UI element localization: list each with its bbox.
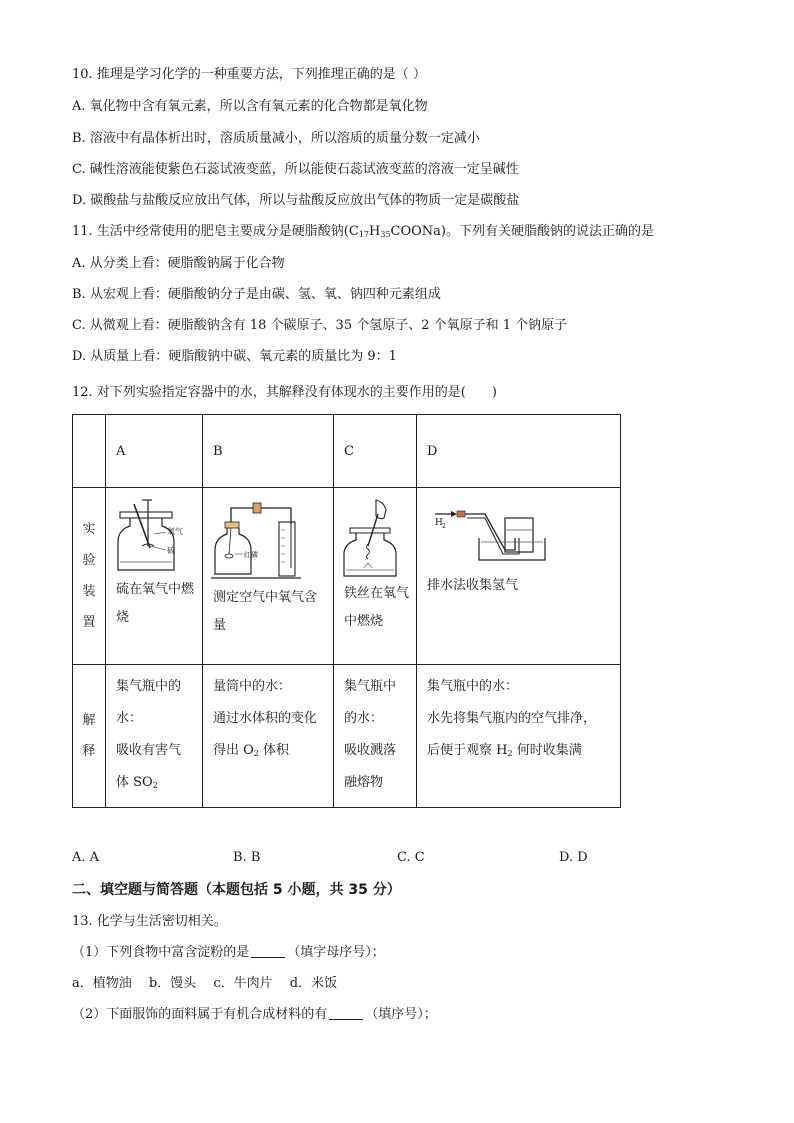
explanation-d: 集气瓶中的水： 水先将集气瓶内的空气排净， 后便于观察 $H_2$ 何时收集满 [417, 665, 621, 808]
explanation-a: 集气瓶中的 水： 吸收有害气 体 $SO_2$ [106, 665, 203, 808]
q10-stem: 10. 推理是学习化学的一种重要方法，下列推理正确的是（ ） [72, 67, 426, 82]
apparatus-a [106, 488, 203, 665]
q12-option-d[interactable]: D. D [559, 850, 588, 865]
q10-option-d[interactable]: D. 碳酸盐与盐酸反应放出气体，所以与盐酸反应放出气体的物质一定是碳酸盐 [72, 193, 520, 208]
q12-stem: 12. 对下列实验指定容器中的水，其解释没有体现水的主要作用的是( ) [72, 385, 497, 400]
q12-option-b[interactable]: B. B [233, 850, 261, 865]
q11-option-c[interactable]: C. 从微观上看：硬脂酸钠含有 18 个碳原子、35 个氢原子、2 个氧原子和 1 个钠原子 [72, 318, 568, 333]
label-phosphorus: 红磷 [244, 551, 258, 559]
explanation-b: 量筒中的水： 通过水体积的变化 得出 $O_2$ 体积 [203, 665, 334, 808]
q13-part1-options: a．植物油 b．馒头 c．牛肉片 d．米饭 [72, 976, 338, 991]
corner-cell [73, 415, 106, 488]
label-oxygen: 氧气 [167, 527, 183, 536]
header-c: C [334, 415, 417, 488]
caption-d: 排水法收集氢气 [427, 578, 519, 593]
q12-option-c[interactable]: C. C [397, 850, 425, 865]
header-d: D [417, 415, 621, 488]
q10-option-c[interactable]: C. 碱性溶液能使紫色石蕊试液变蓝，所以能使石蕊试液变蓝的溶液一定呈碱性 [72, 162, 519, 177]
q11-option-d[interactable]: D. 从质量上看：硬脂酸钠中碳、氧元素的质量比为 9：1 [72, 349, 397, 364]
q11-stem: 11. 生活中经常使用的肥皂主要成分是硬脂酸钠$(C_{17}H_{35}COONa)$。下列有关硬脂酸钠的说法正确的是 [72, 224, 655, 239]
apparatus-c [334, 488, 417, 665]
row-label-explanation: 解 释 [73, 665, 106, 808]
q10-option-b[interactable]: B. 溶液中有晶体析出时，溶质质量减小，所以溶质的质量分数一定减小 [72, 131, 480, 146]
label-sulfur: 硫 [167, 546, 175, 555]
apparatus-b [203, 488, 334, 665]
hydrogen-collection-figure [423, 498, 553, 564]
label-h2-sub: 2 [442, 523, 446, 530]
explanation-c: 集气瓶中 的水： 吸收溅落 融熔物 [334, 665, 417, 808]
header-b: B [203, 415, 334, 488]
caption-b: 测定空气中氧气含量 [213, 590, 318, 633]
header-a: A [106, 415, 203, 488]
q11-option-b[interactable]: B. 从宏观上看：硬脂酸钠分子是由碳、氢、氧、钠四种元素组成 [72, 287, 441, 302]
air-oxygen-figure [209, 498, 327, 584]
answer-blank-2[interactable] [329, 1007, 363, 1020]
iron-wire-figure [340, 498, 408, 580]
q13-part2: （2）下面服饰的面料属于有机合成材料的有 （填序号）； [72, 1007, 437, 1022]
sulfur-burning-figure [112, 498, 194, 576]
label-h2: H [435, 518, 443, 528]
answer-blank-1[interactable] [251, 945, 285, 958]
q12-options [72, 850, 632, 868]
caption-c: 铁丝在氧气中燃烧 [344, 586, 410, 629]
section-2-heading: 二、填空题与简答题（本题包括 5 小题，共 35 分） [72, 882, 401, 898]
caption-a: 硫在氧气中燃烧 [116, 582, 195, 625]
apparatus-row [73, 488, 621, 665]
table-header-row [73, 415, 621, 488]
q10-option-a[interactable]: A. 氧化物中含有氧元素，所以含有氧元素的化合物都是氧化物 [72, 99, 428, 114]
row-label-apparatus: 实 验 装 置 [73, 488, 106, 665]
explanation-row [73, 665, 621, 808]
q12-option-a[interactable]: A. A [72, 850, 100, 865]
q13-stem: 13. 化学与生活密切相关。 [72, 914, 227, 929]
apparatus-d [417, 488, 621, 665]
q11-option-a[interactable]: A. 从分类上看：硬脂酸钠属于化合物 [72, 256, 285, 271]
q13-part1: （1）下列食物中富含淀粉的是 （填字母序号）； [72, 945, 385, 960]
q12-experiment-table [72, 414, 621, 808]
